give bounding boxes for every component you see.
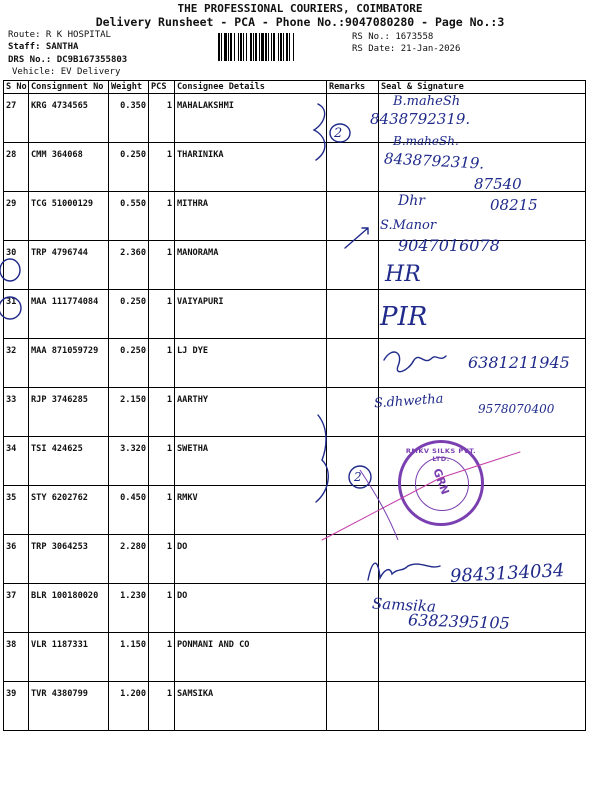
cell-pcs: 1 xyxy=(149,241,175,290)
vehicle-label: Vehicle: EV Delivery xyxy=(12,67,121,77)
cell-consignment-no: STY 6202762 xyxy=(29,486,109,535)
cell-sno: 39 xyxy=(4,682,29,731)
cell-pcs: 1 xyxy=(149,633,175,682)
table-row xyxy=(4,290,586,339)
cell-consignment-no: TSI 424625 xyxy=(29,437,109,486)
cell-consignee: SWETHA xyxy=(175,437,327,486)
cell-remarks xyxy=(327,437,379,486)
cell-consignee: PONMANI AND CO xyxy=(175,633,327,682)
cell-sno: 38 xyxy=(4,633,29,682)
cell-weight: 0.250 xyxy=(109,290,149,339)
cell-weight: 3.320 xyxy=(109,437,149,486)
cell-consignee: SAMSIKA xyxy=(175,682,327,731)
cell-weight: 2.280 xyxy=(109,535,149,584)
signature-38-phone: 9843134034 xyxy=(449,560,566,587)
cell-weight: 0.250 xyxy=(109,339,149,388)
cell-consignee: VAIYAPURI xyxy=(175,290,327,339)
cell-remarks xyxy=(327,633,379,682)
signature-32: PIR xyxy=(380,302,428,332)
signature-39-phone: 6382395105 xyxy=(407,610,511,633)
cell-signature xyxy=(379,633,586,682)
cell-remarks xyxy=(327,290,379,339)
cell-pcs: 1 xyxy=(149,94,175,143)
cell-consignment-no: KRG 4734565 xyxy=(29,94,109,143)
cell-weight: 1.230 xyxy=(109,584,149,633)
cell-weight: 2.150 xyxy=(109,388,149,437)
cell-consignee: MAHALAKSHMI xyxy=(175,94,327,143)
cell-consignee: DO xyxy=(175,584,327,633)
cell-remarks xyxy=(327,584,379,633)
company-seal-stamp xyxy=(398,440,484,526)
cell-pcs: 1 xyxy=(149,486,175,535)
cell-consignment-no: BLR 100180020 xyxy=(29,584,109,633)
signature-29-number2: 08215 xyxy=(490,196,538,214)
cell-consignment-no: RJP 3746285 xyxy=(29,388,109,437)
cell-consignee: MANORAMA xyxy=(175,241,327,290)
cell-weight: 1.200 xyxy=(109,682,149,731)
cell-pcs: 1 xyxy=(149,584,175,633)
cell-weight: 1.150 xyxy=(109,633,149,682)
cell-sno: 37 xyxy=(4,584,29,633)
rs-number: RS No.: 1673558 xyxy=(352,32,434,42)
cell-sno: 30 xyxy=(4,241,29,290)
staff-label: Staff: SANTHA xyxy=(8,42,79,52)
cell-sno: 33 xyxy=(4,388,29,437)
cell-pcs: 1 xyxy=(149,192,175,241)
cell-weight: 2.360 xyxy=(109,241,149,290)
cell-remarks xyxy=(327,535,379,584)
cell-sno: 34 xyxy=(4,437,29,486)
cell-consignee: THARINIKA xyxy=(175,143,327,192)
cell-consignment-no: TCG 51000129 xyxy=(29,192,109,241)
cell-consignment-no: TRP 3064253 xyxy=(29,535,109,584)
col-consignee: Consignee Details xyxy=(175,81,327,94)
company-title: THE PROFESSIONAL COURIERS, COIMBATORE xyxy=(177,2,423,15)
cell-sno: 36 xyxy=(4,535,29,584)
cell-sno: 32 xyxy=(4,339,29,388)
signature-27-name: B.maheSh xyxy=(393,94,461,109)
cell-remarks xyxy=(327,682,379,731)
stamp-ring-text: RMKV SILKS PVT. LTD. xyxy=(405,447,477,463)
drs-label: DRS No.: DC9B167355803 xyxy=(8,55,128,65)
cell-pcs: 1 xyxy=(149,437,175,486)
remark-circle-number-1: 2 xyxy=(334,126,343,141)
remark-circle-number-2: 2 xyxy=(354,470,362,484)
signature-28-phone: 8438792319. xyxy=(383,149,485,173)
cell-consignee: DO xyxy=(175,535,327,584)
cell-pcs: 1 xyxy=(149,388,175,437)
table-row xyxy=(4,437,586,486)
table-row xyxy=(4,486,586,535)
cell-weight: 0.450 xyxy=(109,486,149,535)
col-signature: Seal & Signature xyxy=(379,81,586,94)
cell-remarks xyxy=(327,339,379,388)
col-consignment: Consignment No xyxy=(29,81,109,94)
signature-27-phone: 8438792319. xyxy=(370,110,471,128)
cell-pcs: 1 xyxy=(149,682,175,731)
col-remarks: Remarks xyxy=(327,81,379,94)
cell-weight: 0.350 xyxy=(109,94,149,143)
signature-30-phone: 9047016078 xyxy=(398,236,500,255)
table-row xyxy=(4,682,586,731)
cell-pcs: 1 xyxy=(149,535,175,584)
barcode xyxy=(218,33,348,61)
cell-consignment-no: MAA 871059729 xyxy=(29,339,109,388)
table-header-row xyxy=(4,81,586,94)
cell-sno: 31 xyxy=(4,290,29,339)
cell-consignment-no: VLR 1187331 xyxy=(29,633,109,682)
cell-consignment-no: CMM 364068 xyxy=(29,143,109,192)
signature-29-name: Dhr xyxy=(398,193,425,209)
cell-consignee: MITHRA xyxy=(175,192,327,241)
runsheet-title: Delivery Runsheet - PCA - Phone No.:9047080280 - Page No.:3 xyxy=(95,15,505,29)
table-row xyxy=(4,94,586,143)
cell-sno: 27 xyxy=(4,94,29,143)
cell-consignment-no: TRP 4796744 xyxy=(29,241,109,290)
cell-consignee: AARTHY xyxy=(175,388,327,437)
signature-34-phone: 9578070400 xyxy=(478,402,555,416)
signature-31: HR xyxy=(385,262,421,287)
cell-sno: 29 xyxy=(4,192,29,241)
cell-pcs: 1 xyxy=(149,290,175,339)
cell-weight: 0.550 xyxy=(109,192,149,241)
cell-pcs: 1 xyxy=(149,143,175,192)
route-label: Route: R K HOSPITAL xyxy=(8,30,111,40)
cell-remarks xyxy=(327,143,379,192)
rs-date: RS Date: 21-Jan-2026 xyxy=(352,44,461,54)
cell-weight: 0.250 xyxy=(109,143,149,192)
signature-34-name: S.dhwetha xyxy=(373,391,444,412)
cell-sno: 28 xyxy=(4,143,29,192)
signature-29-number: 87540 xyxy=(474,175,522,193)
signature-39-name: Samsika xyxy=(371,594,437,616)
col-sno: S No xyxy=(4,81,29,94)
col-pcs: PCS xyxy=(149,81,175,94)
cell-signature xyxy=(379,682,586,731)
cell-consignment-no: TVR 4380799 xyxy=(29,682,109,731)
cell-pcs: 1 xyxy=(149,339,175,388)
cell-remarks xyxy=(327,486,379,535)
stamp-center-text: GRN xyxy=(430,466,452,497)
cell-consignee: RMKV xyxy=(175,486,327,535)
table-row xyxy=(4,633,586,682)
cell-consignee: LJ DYE xyxy=(175,339,327,388)
cell-remarks xyxy=(327,241,379,290)
signature-30-name: S.Manor xyxy=(380,218,437,233)
col-weight: Weight xyxy=(109,81,149,94)
cell-remarks xyxy=(327,388,379,437)
signature-28-name: B.maheSh. xyxy=(393,134,459,148)
cell-remarks xyxy=(327,192,379,241)
cell-consignment-no: MAA 111774084 xyxy=(29,290,109,339)
cell-sno: 35 xyxy=(4,486,29,535)
signature-33-phone: 6381211945 xyxy=(468,353,570,372)
